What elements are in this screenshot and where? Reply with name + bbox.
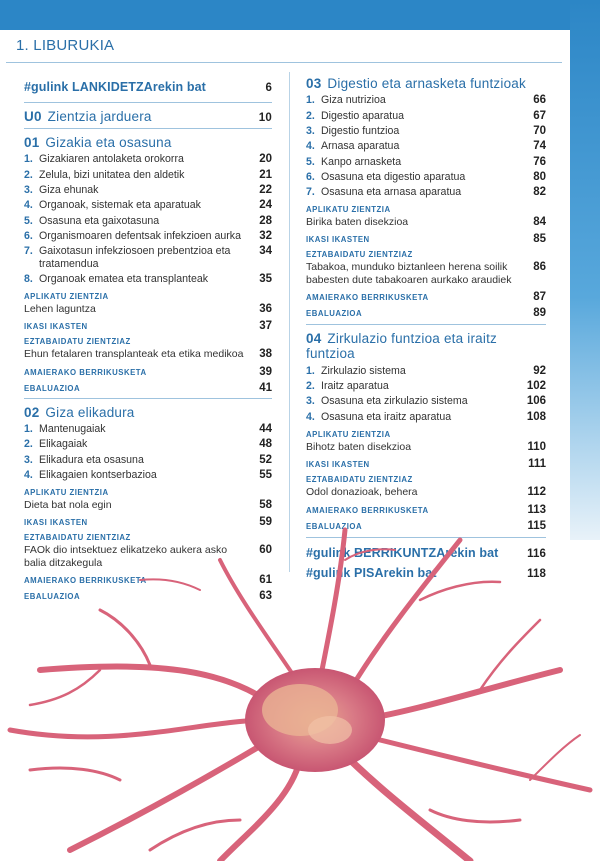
toc-item[interactable] <box>24 213 272 228</box>
item-number: 1. <box>24 423 33 436</box>
section-heading-aplikatu: APLIKATU ZIENTZIA <box>24 487 109 497</box>
toc-item[interactable] <box>306 124 546 139</box>
divider <box>24 102 272 103</box>
item-number: 6. <box>24 229 33 242</box>
section-heading-aplikatu: APLIKATU ZIENTZIA <box>306 204 391 214</box>
unit-number: U0 <box>24 109 42 124</box>
page-number: 118 <box>527 567 546 580</box>
unit-title: Zirkulazio funtzioa eta iraitz funtzioa <box>306 331 497 362</box>
item-number: 7. <box>24 245 33 258</box>
section-heading-aplikatu: APLIKATU ZIENTZIA <box>306 429 391 439</box>
item-number: 6. <box>306 170 315 183</box>
item-label: Kanpo arnasketa <box>321 155 402 168</box>
right-color-strip <box>570 0 600 540</box>
page-number: 60 <box>259 544 272 557</box>
divider <box>24 398 272 399</box>
item-label: Osasuna eta iraitz aparatua <box>321 410 452 423</box>
item-label: Gizakiaren antolaketa orokorra <box>39 153 184 166</box>
page-number: 44 <box>259 423 272 436</box>
section-heading-ebaluazioa: EBALUAZIOA <box>24 592 81 602</box>
item-label: Mantenugaiak <box>39 423 106 436</box>
page-number: 32 <box>259 229 272 242</box>
unit-title: Gizakia eta osasuna <box>45 135 172 150</box>
toc-item[interactable] <box>24 183 272 198</box>
section-ebaluazioa[interactable] <box>306 303 546 319</box>
item-label: Digestio funtzioa <box>321 124 400 137</box>
page-number: 6 <box>265 82 272 94</box>
toc-item[interactable] <box>306 394 546 409</box>
entry-label: #gulink PISArekin bat <box>306 565 437 580</box>
item-label: Dieta bat nola egin <box>24 498 112 511</box>
cell-body <box>245 668 385 772</box>
toc-subitem[interactable] <box>306 215 546 230</box>
entry-label: #gulink BERRIKUNTZArekin bat <box>306 545 499 560</box>
section-heading-ebaluazioa: EBALUAZIOA <box>24 383 81 393</box>
item-label: Digestio aparatua <box>321 109 405 122</box>
item-label: Osasuna eta gaixotasuna <box>39 214 160 227</box>
toc-subitem[interactable] <box>24 347 272 362</box>
item-label: Bihotz baten disekzioa <box>306 440 412 453</box>
section-heading-aplikatu: APLIKATU ZIENTZIA <box>24 291 109 301</box>
page-number: 85 <box>533 233 546 246</box>
section-heading-amaierako: AMAIERAKO BERRIKUSKETA <box>24 576 147 586</box>
toc-item[interactable] <box>306 379 546 394</box>
volume-title: 1. LIBURUKIA <box>16 37 115 54</box>
page-number: 35 <box>259 272 272 285</box>
page-number: 110 <box>527 440 546 453</box>
page-number: 55 <box>259 468 272 481</box>
toc-subitem[interactable] <box>24 498 272 513</box>
page-number: 108 <box>526 410 546 423</box>
page-number: 67 <box>533 109 546 122</box>
unit-number: 04 <box>306 331 322 347</box>
page-number: 39 <box>259 365 272 378</box>
item-label: Birika baten disekzioa <box>306 215 409 228</box>
item-number: 1. <box>24 153 33 166</box>
section-heading-ebaluazioa: EBALUAZIOA <box>306 309 363 319</box>
item-number: 3. <box>24 183 33 196</box>
toc-item[interactable] <box>24 437 272 452</box>
page-number: 22 <box>259 183 272 196</box>
toc-right-column <box>306 72 546 582</box>
page-number: 21 <box>259 168 272 181</box>
toc-item[interactable] <box>306 185 546 200</box>
unit-number: 03 <box>306 76 322 91</box>
item-label: Odol donazioak, behera <box>306 486 418 499</box>
page-number: 48 <box>259 438 272 451</box>
item-label: Osasuna eta zirkulazio sistema <box>321 395 468 408</box>
item-number: 4. <box>24 199 33 212</box>
section-ikasi[interactable] <box>306 454 546 470</box>
toc-item[interactable] <box>24 468 272 483</box>
divider <box>306 324 546 325</box>
page-number: 38 <box>259 348 272 361</box>
page-number: 58 <box>259 498 272 511</box>
toc-item[interactable] <box>24 422 272 437</box>
page-number: 106 <box>526 395 546 408</box>
section-heading-ikasi: IKASI IKASTEN <box>24 322 88 332</box>
item-number: 4. <box>306 410 315 423</box>
item-label: Tabakoa, munduko biztanleen herena soilik babesten dute tabakoaren aurkako araudiek <box>306 261 512 286</box>
item-label: Osasuna eta digestio aparatua <box>321 170 466 183</box>
entry-label: #gulink LANKIDETZArekin bat <box>24 80 206 94</box>
section-heading-amaierako: AMAIERAKO BERRIKUSKETA <box>306 505 429 515</box>
toc-item[interactable] <box>24 198 272 213</box>
unit-heading-u0[interactable] <box>24 105 272 126</box>
toc-item[interactable] <box>24 271 272 286</box>
unit-heading-01[interactable] <box>24 131 272 152</box>
item-number: 3. <box>24 453 33 466</box>
section-heading-eztabaidatu: EZTABAIDATU ZIENTZIAZ <box>306 250 413 260</box>
column-divider <box>289 72 290 572</box>
item-number: 2. <box>306 109 315 122</box>
unit-number: 02 <box>24 404 40 420</box>
item-number: 2. <box>24 438 33 451</box>
toc-subitem[interactable] <box>306 440 546 455</box>
item-number: 3. <box>306 395 315 408</box>
unit-title: Giza elikadura <box>45 404 135 420</box>
section-heading-ikasi: IKASI IKASTEN <box>24 518 88 528</box>
cell-illustration <box>0 520 600 861</box>
toc-item[interactable] <box>24 167 272 182</box>
page-number: 70 <box>533 124 546 137</box>
item-number: 3. <box>306 124 315 137</box>
item-label: Organismoaren defentsak infekzioen aurka <box>39 229 241 242</box>
page-number: 34 <box>259 245 272 258</box>
item-number: 2. <box>306 380 315 393</box>
section-ikasi[interactable] <box>24 316 272 332</box>
toc-item[interactable] <box>306 409 546 424</box>
unit-heading-04[interactable] <box>306 327 546 363</box>
item-number: 4. <box>306 140 315 153</box>
item-label: Organoak, sistemak eta aparatuak <box>39 199 201 212</box>
item-label: Giza nutrizioa <box>321 94 386 107</box>
page-number: 76 <box>533 155 546 168</box>
page-number: 20 <box>259 153 272 166</box>
item-label: Elikagaien kontserbazioa <box>39 468 157 481</box>
page-number: 84 <box>533 215 546 228</box>
toc-entry-gulink-lankidetza[interactable] <box>24 72 272 100</box>
section-ikasi[interactable] <box>306 229 546 245</box>
item-label: Organoak ematea eta transplanteak <box>39 272 209 285</box>
page-number: 92 <box>533 364 546 377</box>
page-number: 111 <box>528 458 546 471</box>
page-number: 112 <box>527 486 546 499</box>
item-number: 8. <box>24 272 33 285</box>
section-heading-eztabaidatu: EZTABAIDATU ZIENTZIAZ <box>24 337 131 347</box>
toc-subitem[interactable] <box>306 485 546 500</box>
item-label: Elikadura eta osasuna <box>39 453 144 466</box>
unit-number: 01 <box>24 135 40 150</box>
page-number: 87 <box>533 291 546 304</box>
toc-item[interactable] <box>306 108 546 123</box>
item-label: Giza ehunak <box>39 183 99 196</box>
top-color-band <box>0 0 600 30</box>
item-label: Zelula, bizi unitatea den aldetik <box>39 168 185 181</box>
page-number: 113 <box>527 503 546 516</box>
toc-item[interactable] <box>24 152 272 167</box>
section-heading-amaierako: AMAIERAKO BERRIKUSKETA <box>24 367 147 377</box>
page-number: 59 <box>259 516 272 529</box>
page-number: 63 <box>259 590 272 603</box>
item-label: FAOk dio intsektuez elikatzeko aukera asko balia ditzakegula <box>24 544 228 569</box>
item-label: Zirkulazio sistema <box>321 364 406 377</box>
page-number: 61 <box>259 574 272 587</box>
item-label: Ehun fetalaren transplanteak eta etika medikoa <box>24 348 244 361</box>
toc-item[interactable] <box>24 452 272 467</box>
item-number: 5. <box>306 155 315 168</box>
item-label: Elikagaiak <box>39 438 88 451</box>
section-heading-eztabaidatu: EZTABAIDATU ZIENTZIAZ <box>306 475 413 485</box>
section-amaierako[interactable] <box>306 500 546 516</box>
item-label: Arnasa aparatua <box>321 140 400 153</box>
toc-item[interactable] <box>306 363 546 378</box>
section-heading-ikasi: IKASI IKASTEN <box>306 460 370 470</box>
page-number: 86 <box>533 261 546 274</box>
unit-title: Zientzia jarduera <box>47 109 152 124</box>
toc-item[interactable] <box>24 228 272 243</box>
page-number: 74 <box>533 140 546 153</box>
item-number: 1. <box>306 364 315 377</box>
unit-title: Digestio eta arnasketa funtzioak <box>327 76 526 91</box>
page-number: 10 <box>258 112 272 124</box>
item-label: Iraitz aparatua <box>321 380 389 393</box>
toc-item[interactable] <box>24 244 272 272</box>
page-number: 36 <box>259 302 272 315</box>
section-heading-amaierako: AMAIERAKO BERRIKUSKETA <box>306 293 429 303</box>
unit-heading-02[interactable] <box>24 401 272 422</box>
section-heading-ebaluazioa: EBALUAZIOA <box>306 521 363 531</box>
item-number: 1. <box>306 94 315 107</box>
item-number: 5. <box>24 214 33 227</box>
item-number: 2. <box>24 168 33 181</box>
toc-subitem[interactable] <box>306 260 546 287</box>
toc-item[interactable] <box>306 139 546 154</box>
toc-item[interactable] <box>306 169 546 184</box>
toc-item[interactable] <box>306 93 546 108</box>
item-label: Gaixotasun infekziosoen prebentzioa eta tratamendua <box>39 245 231 270</box>
section-amaierako[interactable] <box>24 362 272 378</box>
page-number: 116 <box>527 547 546 560</box>
section-ebaluazioa[interactable] <box>24 378 272 394</box>
volume-header <box>6 30 562 63</box>
page-number: 52 <box>259 453 272 466</box>
page-number: 66 <box>533 94 546 107</box>
page-number: 115 <box>527 519 546 532</box>
section-heading-ikasi: IKASI IKASTEN <box>306 235 370 245</box>
page-number: 102 <box>526 380 546 393</box>
page-number: 41 <box>259 381 272 394</box>
section-heading-eztabaidatu: EZTABAIDATU ZIENTZIAZ <box>24 533 131 543</box>
page-number: 82 <box>533 186 546 199</box>
toc-item[interactable] <box>306 154 546 169</box>
divider <box>24 128 272 129</box>
item-number: 4. <box>24 468 33 481</box>
page-number: 24 <box>259 199 272 212</box>
item-label: Lehen laguntza <box>24 302 96 315</box>
page-number: 89 <box>533 307 546 320</box>
page-number: 80 <box>533 170 546 183</box>
unit-heading-03[interactable] <box>306 72 546 93</box>
section-amaierako[interactable] <box>306 287 546 303</box>
page-number: 37 <box>259 320 272 333</box>
item-label: Osasuna eta arnasa aparatua <box>321 186 462 199</box>
page-number: 28 <box>259 214 272 227</box>
toc-subitem[interactable] <box>24 302 272 317</box>
item-number: 7. <box>306 186 315 199</box>
